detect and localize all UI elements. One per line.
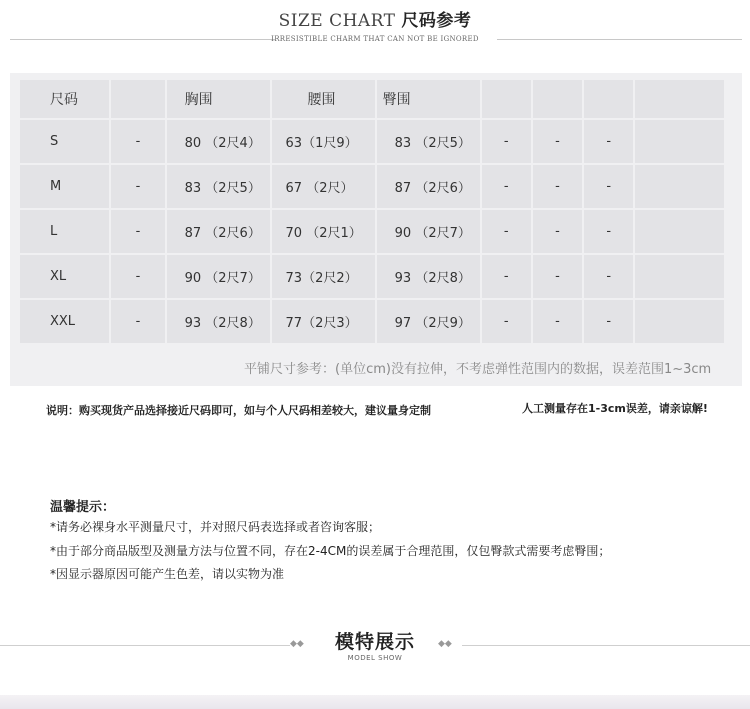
table-cell: -	[111, 300, 164, 343]
footer-divider-right	[462, 645, 750, 646]
measurement-note: 平铺尺寸参考：(单位cm)没有拉伸，不考虑弹性范围内的数据，误差范围1~3cm	[244, 362, 712, 377]
header-divider-right	[497, 39, 742, 40]
bottom-band	[0, 695, 750, 709]
table-cell	[635, 300, 724, 343]
table-cell: -	[584, 165, 633, 208]
table-cell	[635, 120, 724, 163]
table-cell: -	[111, 165, 164, 208]
header-cell-bust: 胸围	[167, 80, 270, 118]
table-cell	[635, 255, 724, 298]
table-cell-waist: 73（2尺2）	[272, 255, 375, 298]
size-table	[18, 78, 726, 345]
table-row	[20, 210, 724, 253]
table-cell: -	[533, 255, 582, 298]
size-instruction: 说明：购买现货产品选择接近尺码即可，如与个人尺码相差较大，建议量身定制	[46, 404, 431, 417]
header-cell	[111, 80, 164, 118]
ornament-right-icon: ◆◆	[438, 639, 452, 649]
table-cell: -	[584, 120, 633, 163]
table-cell	[635, 165, 724, 208]
table-cell-bust: 93 （2尺8）	[167, 300, 270, 343]
header-title-cn: 尺码参考	[401, 11, 472, 31]
table-cell-size: S	[20, 120, 109, 163]
header-title-en: SIZE CHART	[278, 11, 396, 31]
table-cell-bust: 90 （2尺7）	[167, 255, 270, 298]
header-cell-size: 尺码	[20, 80, 109, 118]
size-chart-header	[0, 0, 750, 60]
table-cell: -	[584, 255, 633, 298]
header-cell-waist: 腰围	[272, 80, 375, 118]
table-cell-size: XL	[20, 255, 109, 298]
table-cell: -	[584, 300, 633, 343]
table-cell-bust: 83 （2尺5）	[167, 165, 270, 208]
table-cell: -	[482, 300, 531, 343]
tips-title: 温馨提示：	[50, 500, 116, 515]
table-cell-hip: 87 （2尺6）	[377, 165, 480, 208]
table-cell-bust: 87 （2尺6）	[167, 210, 270, 253]
header-cell-hip: 臀围	[377, 80, 480, 118]
header-cell	[635, 80, 724, 118]
table-cell: -	[533, 300, 582, 343]
table-row	[20, 255, 724, 298]
header-subtitle: IRRESISTIBLE CHARM THAT CAN NOT BE IGNORED	[271, 35, 479, 43]
table-cell-hip: 93 （2尺8）	[377, 255, 480, 298]
table-cell: -	[482, 120, 531, 163]
header-cell	[482, 80, 531, 118]
table-cell-hip: 90 （2尺7）	[377, 210, 480, 253]
table-cell: -	[111, 210, 164, 253]
table-cell-hip: 83 （2尺5）	[377, 120, 480, 163]
table-cell: -	[111, 255, 164, 298]
table-row	[20, 300, 724, 343]
table-cell: -	[111, 120, 164, 163]
table-row	[20, 165, 724, 208]
error-note: 人工测量存在1-3cm误差，请亲谅解!	[522, 402, 708, 415]
table-cell-size: XXL	[20, 300, 109, 343]
header-cell	[584, 80, 633, 118]
tip-item: *因显示器原因可能产生色差，请以实物为准	[50, 567, 285, 581]
table-cell-waist: 67 （2尺）	[272, 165, 375, 208]
table-cell-waist: 70 （2尺1）	[272, 210, 375, 253]
table-cell-waist: 77（2尺3）	[272, 300, 375, 343]
table-cell-size: M	[20, 165, 109, 208]
ornament-left-icon: ◆◆	[290, 639, 304, 649]
table-cell-size: L	[20, 210, 109, 253]
model-show-subtitle: MODEL SHOW	[347, 654, 403, 662]
table-cell: -	[533, 120, 582, 163]
table-cell-waist: 63（1尺9）	[272, 120, 375, 163]
table-cell-hip: 97 （2尺9）	[377, 300, 480, 343]
header-title	[0, 6, 750, 31]
table-cell: -	[482, 210, 531, 253]
table-cell: -	[584, 210, 633, 253]
table-row	[20, 120, 724, 163]
table-cell: -	[482, 255, 531, 298]
table-cell: -	[533, 165, 582, 208]
table-cell-bust: 80 （2尺4）	[167, 120, 270, 163]
tip-item: *由于部分商品版型及测量方法与位置不同，存在2-4CM的误差属于合理范围，仅包臀款式需要考虑臀围；	[50, 544, 611, 558]
header-cell	[533, 80, 582, 118]
table-cell: -	[482, 165, 531, 208]
table-header-row	[20, 80, 724, 118]
model-show-title: 模特展示	[334, 631, 415, 653]
table-cell: -	[533, 210, 582, 253]
table-cell	[635, 210, 724, 253]
tip-item: *请务必裸身水平测量尺寸，并对照尺码表选择或者咨询客服；	[50, 520, 381, 534]
